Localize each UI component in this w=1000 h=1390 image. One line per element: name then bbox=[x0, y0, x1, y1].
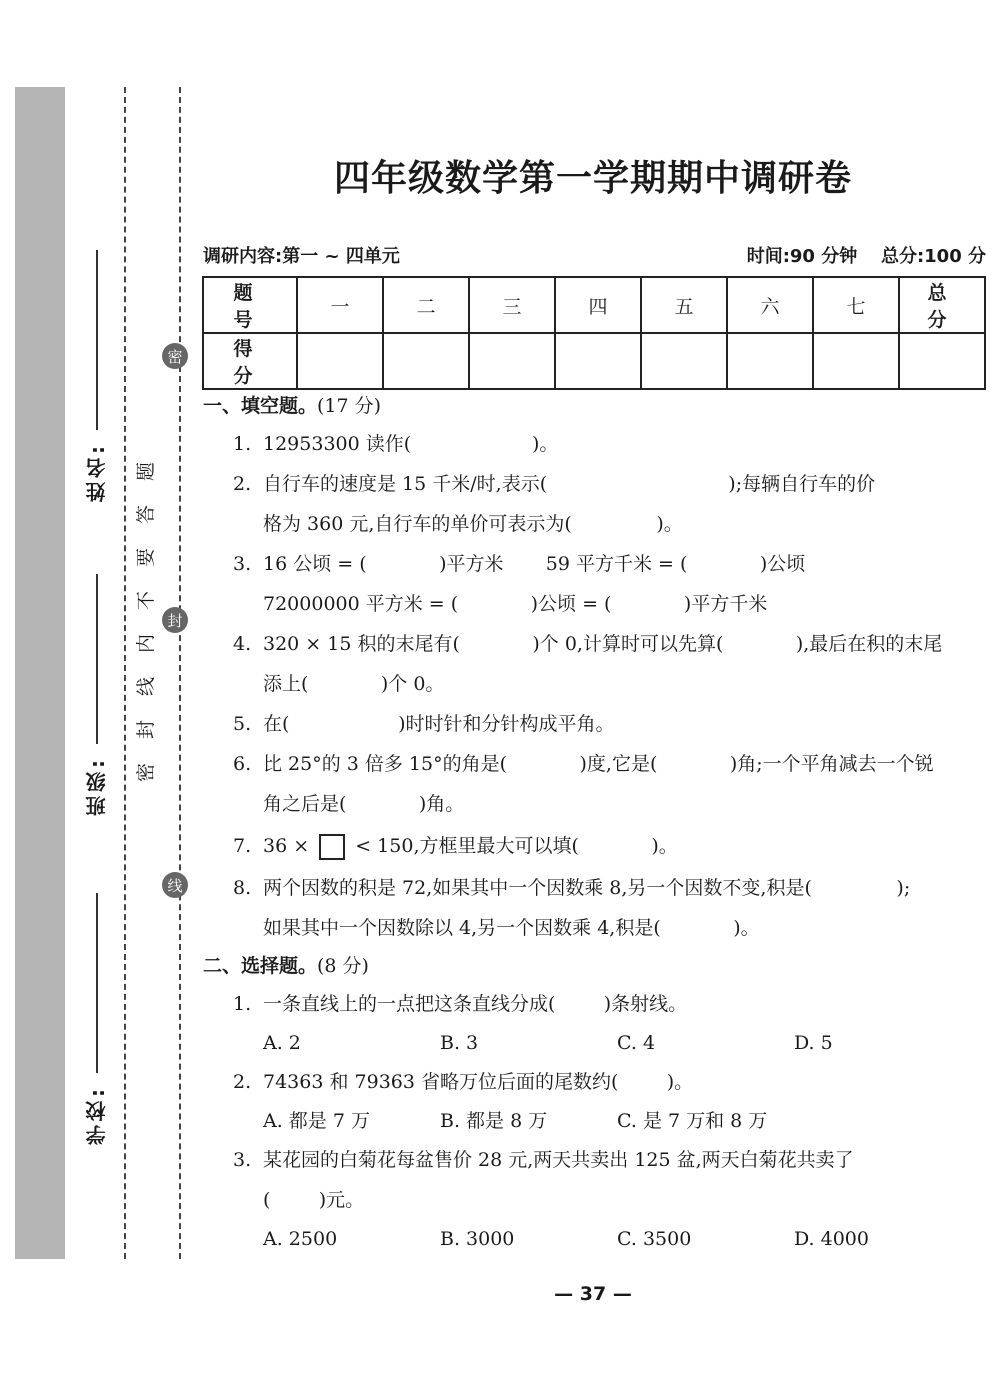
school-blank[interactable] bbox=[96, 893, 98, 1073]
class-label: 班级: bbox=[85, 756, 109, 816]
option[interactable]: A. 都是 7 万 bbox=[263, 1110, 370, 1132]
header-cell: 总 分 bbox=[899, 277, 985, 333]
header-cell: 五 bbox=[641, 277, 727, 333]
question-cont bbox=[203, 784, 993, 824]
score-header-row bbox=[203, 277, 985, 333]
question-text: 格为 360 元,自行车的单价可表示为( )。 bbox=[263, 513, 683, 535]
question-text: 两个因数的积是 72,如果其中一个因数乘 8,另一个因数不变,积是( ); bbox=[263, 877, 911, 899]
option[interactable]: D. 5 bbox=[794, 1032, 833, 1054]
questions bbox=[203, 388, 993, 1258]
options bbox=[203, 1024, 993, 1062]
question: 2. 自行车的速度是 15 千米/时,表示( );每辆自行车的价 bbox=[203, 464, 993, 504]
score-label: 得 分 bbox=[203, 333, 297, 389]
question-text: ( )元。 bbox=[263, 1189, 365, 1211]
question-text: 比 25°的 3 倍多 15°的角是( )度,它是( )角;一个平角减去一个锐 bbox=[263, 753, 934, 775]
cut-line bbox=[124, 87, 126, 1259]
header-cell: 四 bbox=[555, 277, 641, 333]
question-text: 添上( )个 0。 bbox=[263, 673, 445, 695]
question: 4. 320 × 15 积的末尾有( )个 0,计算时可以先算( ),最后在积的末尾 bbox=[203, 624, 993, 664]
score-cell[interactable] bbox=[469, 333, 555, 389]
question: 3. 16 公顷 = ( )平方米 59 平方千米 = ( )公顷 bbox=[203, 544, 993, 584]
answer-box[interactable] bbox=[319, 834, 345, 860]
option[interactable]: A. 2 bbox=[263, 1032, 301, 1054]
seal-xian: 线 bbox=[162, 872, 188, 898]
exam-meta bbox=[203, 242, 986, 268]
question-text: 某花园的白菊花每盆售价 28 元,两天共卖出 125 盆,两天白菊花共卖了 bbox=[263, 1149, 854, 1171]
header-cell: 三 bbox=[469, 277, 555, 333]
seal-mi: 密 bbox=[162, 343, 188, 369]
question-text: 72000000 平方米 = ( )公顷 = ( )平方千米 bbox=[263, 593, 768, 615]
name-blank[interactable] bbox=[96, 250, 98, 430]
question-cont bbox=[203, 584, 993, 624]
option[interactable]: C. 是 7 万和 8 万 bbox=[617, 1110, 768, 1132]
question-cont bbox=[203, 908, 993, 948]
score-cell[interactable] bbox=[297, 333, 383, 389]
option[interactable]: B. 3000 bbox=[440, 1228, 515, 1250]
question-text: 74363 和 79363 省略万位后面的尾数约( )。 bbox=[263, 1071, 694, 1093]
page-number: — 37 — bbox=[554, 1283, 632, 1305]
school-field[interactable] bbox=[82, 893, 111, 1145]
section-title: 二、选择题。 bbox=[203, 955, 318, 977]
school-label: 学校: bbox=[85, 1085, 109, 1145]
header-cell: 七 bbox=[813, 277, 899, 333]
question: 2. 74363 和 79363 省略万位后面的尾数约( )。 bbox=[203, 1062, 993, 1102]
option[interactable]: D. 4000 bbox=[794, 1228, 869, 1250]
warning-char: 要 bbox=[135, 547, 158, 568]
header-cell: 一 bbox=[297, 277, 383, 333]
score-cell[interactable] bbox=[383, 333, 469, 389]
binding-margin bbox=[15, 87, 65, 1259]
warning-char: 线 bbox=[135, 676, 158, 697]
question: 6. 比 25°的 3 倍多 15°的角是( )度,它是( )角;一个平角减去一个锐 bbox=[203, 744, 993, 784]
score-cell[interactable] bbox=[727, 333, 813, 389]
option[interactable]: B. 都是 8 万 bbox=[440, 1110, 548, 1132]
class-field[interactable] bbox=[82, 574, 111, 816]
no-answer-warning bbox=[134, 462, 160, 782]
question: 7. 36 × < 150,方框里最大可以填( )。 bbox=[203, 824, 993, 868]
question-text: 320 × 15 积的末尾有( )个 0,计算时可以先算( ),最后在积的末尾 bbox=[263, 633, 943, 655]
option[interactable]: A. 2500 bbox=[263, 1228, 338, 1250]
score-cell[interactable] bbox=[555, 333, 641, 389]
seal-feng: 封 bbox=[162, 607, 188, 633]
score-cell[interactable] bbox=[813, 333, 899, 389]
question-text: 16 公顷 = ( )平方米 59 平方千米 = ( )公顷 bbox=[263, 553, 806, 575]
header-cell: 题 号 bbox=[203, 277, 297, 333]
question: 5. 在( )时时针和分针构成平角。 bbox=[203, 704, 993, 744]
options bbox=[203, 1102, 993, 1140]
option[interactable]: C. 3500 bbox=[617, 1228, 692, 1250]
page-title: 四年级数学第一学期期中调研卷 bbox=[333, 157, 852, 199]
question-text: 在( )时时针和分针构成平角。 bbox=[263, 713, 615, 735]
question: 8. 两个因数的积是 72,如果其中一个因数乘 8,另一个因数不变,积是( ); bbox=[203, 868, 993, 908]
warning-char: 内 bbox=[135, 633, 158, 654]
option[interactable]: B. 3 bbox=[440, 1032, 479, 1054]
warning-char: 题 bbox=[135, 461, 158, 482]
question-text: 角之后是( )角。 bbox=[263, 793, 465, 815]
question-text: < 150,方框里最大可以填( )。 bbox=[349, 835, 678, 857]
question: 3. 某花园的白菊花每盆售价 28 元,两天共卖出 125 盆,两天白菊花共卖了 bbox=[203, 1140, 993, 1180]
section-fill-blank bbox=[203, 388, 993, 424]
score-row bbox=[203, 333, 985, 389]
name-label: 姓名: bbox=[85, 442, 109, 502]
question-text: 一条直线上的一点把这条直线分成( )条射线。 bbox=[263, 993, 688, 1015]
seal-line bbox=[179, 87, 181, 1259]
warning-char: 答 bbox=[135, 504, 158, 525]
question-text: 自行车的速度是 15 千米/时,表示( );每辆自行车的价 bbox=[263, 473, 876, 495]
time-limit: 时间:90 分钟 bbox=[746, 246, 858, 267]
total-score: 总分:100 分 bbox=[880, 246, 986, 267]
question-cont bbox=[203, 1180, 993, 1220]
content-scope: 调研内容:第一 ~ 四单元 bbox=[203, 246, 400, 267]
option[interactable]: C. 4 bbox=[617, 1032, 656, 1054]
score-cell[interactable] bbox=[641, 333, 727, 389]
question-cont bbox=[203, 664, 993, 704]
header-cell: 二 bbox=[383, 277, 469, 333]
class-blank[interactable] bbox=[96, 574, 98, 744]
section-points: (8 分) bbox=[317, 955, 369, 977]
question-text: 12953300 读作( )。 bbox=[263, 433, 559, 455]
question-text: 36 × bbox=[263, 835, 316, 857]
name-field[interactable] bbox=[82, 250, 111, 502]
question: 1. 12953300 读作( )。 bbox=[203, 424, 993, 464]
score-cell[interactable] bbox=[899, 333, 985, 389]
question-cont bbox=[203, 504, 993, 544]
section-choice bbox=[203, 948, 993, 984]
question: 1. 一条直线上的一点把这条直线分成( )条射线。 bbox=[203, 984, 993, 1024]
warning-char: 密 bbox=[135, 762, 158, 783]
question-text: 如果其中一个因数除以 4,另一个因数乘 4,积是( )。 bbox=[263, 917, 760, 939]
section-points: (17 分) bbox=[317, 395, 382, 417]
section-title: 一、填空题。 bbox=[203, 395, 318, 417]
header-cell: 六 bbox=[727, 277, 813, 333]
options bbox=[203, 1220, 993, 1258]
warning-char: 不 bbox=[135, 590, 158, 611]
score-table bbox=[202, 276, 986, 390]
warning-char: 封 bbox=[135, 719, 158, 740]
